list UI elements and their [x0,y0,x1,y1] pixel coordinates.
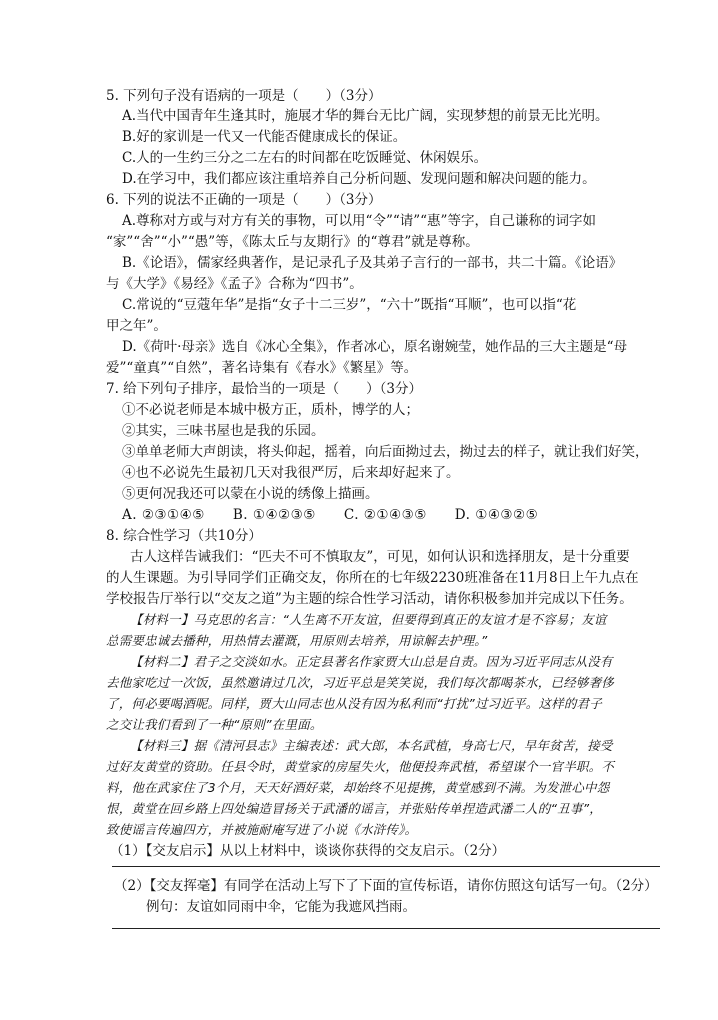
material-2-line-1: 【材料二】君子之交淡如水。正定县著名作家贾大山总是自责。因为习近平同志从没有 [130,654,613,669]
q7-sentence-5: ⑤更何况我还可以蒙在小说的绣像上描画。 [122,486,379,502]
q6-option-d-cont: 爱”“童真”“自然”，著名诗集有《春水》《繁星》等。 [106,360,418,376]
q5-stem: 5. 下列句子没有语病的一项是（ ）（3分） [106,88,382,104]
material-1-line-1: 【材料一】马克思的名言：“人生离不开友谊，但要得到真正的友谊才是不容易；友谊 [130,612,607,627]
q6-option-d: D.《荷叶·母亲》选自《冰心全集》，作者冰心，原名谢婉莹，她作品的三大主题是“母 [122,339,628,355]
q7-sentence-2: ②其实，三味书屋也是我的乐园。 [122,423,325,439]
q6-option-c-cont: 甲之年”。 [106,318,167,334]
task-2-answer-line[interactable] [112,928,660,929]
material-3-line-3: 料，他在武家住了3个月，天天好酒好菜，却始终不见提携，黄堂感到不满。为发泄心中怨 [106,780,610,795]
task-2-example: 例句：友谊如同雨中伞，它能为我遮风挡雨。 [146,899,416,915]
material-3-line-1: 【材料三】据《清河县志》主编表述：武大郎，本名武植，身高七尺，早年贫苦，接受 [130,738,613,753]
material-2-line-3: 了，何必要喝酒呢。同样，贾大山同志也从没有因为私利而“打扰”过习近平。这样的君子 [106,696,602,711]
material-3-line-2: 过好友黄堂的资助。任县令时，黄堂家的房屋失火，他便投奔武植，希望谋个一官半职。不 [106,759,615,774]
q8-intro-line-3: 学校报告厅举行以“交友之道”为主题的综合性学习活动，请你积极参加并完成以下任务。 [106,591,633,607]
task-2-prompt: （2）【交友挥毫】有同学在活动上写下了下面的宣传标语，请你仿照这句话写一句。（2分） [114,878,658,894]
q7-sentence-3: ③单单老师大声朗读，将头仰起，摇着，向后面拗过去，拗过去的样子，就让我们好笑， [122,444,649,460]
material-3-line-4: 恨，黄堂在回乡路上四处编造冒扬关于武潘的谣言，并张贴传单捏造武潘二人的“丑事”， [106,801,602,816]
q5-option-b: B.好的家训是一代又一代能否健康成长的保证。 [122,129,407,145]
task-1-prompt: （1）【交友启示】从以上材料中，谈谈你获得的交友启示。（2分） [110,843,506,859]
q5-option-d: D.在学习中，我们都应该注重培养自己分析问题、发现问题和解决问题的能力。 [122,171,596,187]
q5-option-c: C.人的一生约三分之二左右的时间都在吃饭睡觉、休闲娱乐。 [122,150,488,166]
q8-intro-line-1: 古人这样告诫我们：“匹夫不可不慎取友”，可见，如何认识和选择朋友，是十分重要 [130,549,630,565]
q7-choices: A. ②③①④⑤ B. ①④②③⑤ C. ②①④③⑤ D. ①④③②⑤ [122,507,539,523]
q8-intro-line-2: 的人生课题。为引导同学们正确交友，你所在的七年级2230班准备在11月8日上午九点在 [106,570,639,586]
material-2-line-2: 去他家吃过一次饭，虽然邀请过几次，习近平总是笑笑说，我们每次都喝茶水，已经够奢侈 [106,675,615,690]
q6-stem: 6. 下列的说法不正确的一项是（ ）（3分） [106,192,382,208]
q8-stem: 8. 综合性学习（共10分） [106,528,262,544]
material-1-line-2: 总需要忠诚去播种，用热情去灌溉，用原则去培养，用谅解去护理。” [106,633,488,648]
q7-stem: 7. 给下列句子排序，最恰当的一项是（ ）（3分） [106,381,423,397]
q6-option-a: A.尊称对方或与对方有关的事物，可以用“令”“请”“惠”等字，自己谦称的词字如 [122,213,596,229]
material-3-line-5: 致使谣言传遍四方，并被施耐庵写进了小说《水浒传》。 [106,822,418,837]
q7-sentence-1: ①不必说老师是本城中极方正，质朴，博学的人； [122,402,419,418]
q6-option-b: B.《论语》，儒家经典著作，是记录孔子及其弟子言行的一部书，共二十篇。《论语》 [122,255,623,271]
q5-option-a: A.当代中国青年生逢其时，施展才华的舞台无比广阔，实现梦想的前景无比光明。 [122,108,609,124]
q6-option-c: C.常说的“豆蔻年华”是指“女子十二三岁”，“六十”既指“耳顺”，也可以指“花 [122,297,577,313]
material-2-line-4: 之交让我们看到了一种“原则”在里面。 [106,717,323,732]
q6-option-a-cont: “家”“舍”“小”“愚”等，《陈太丘与友期行》的“尊君”就是尊称。 [106,234,479,250]
task-1-answer-line[interactable] [112,866,660,867]
q7-sentence-4: ④也不必说先生最初几天对我很严厉，后来却好起来了。 [122,465,460,481]
q6-option-b-cont: 与《大学》《易经》《孟子》合称为“四书”。 [106,276,363,292]
